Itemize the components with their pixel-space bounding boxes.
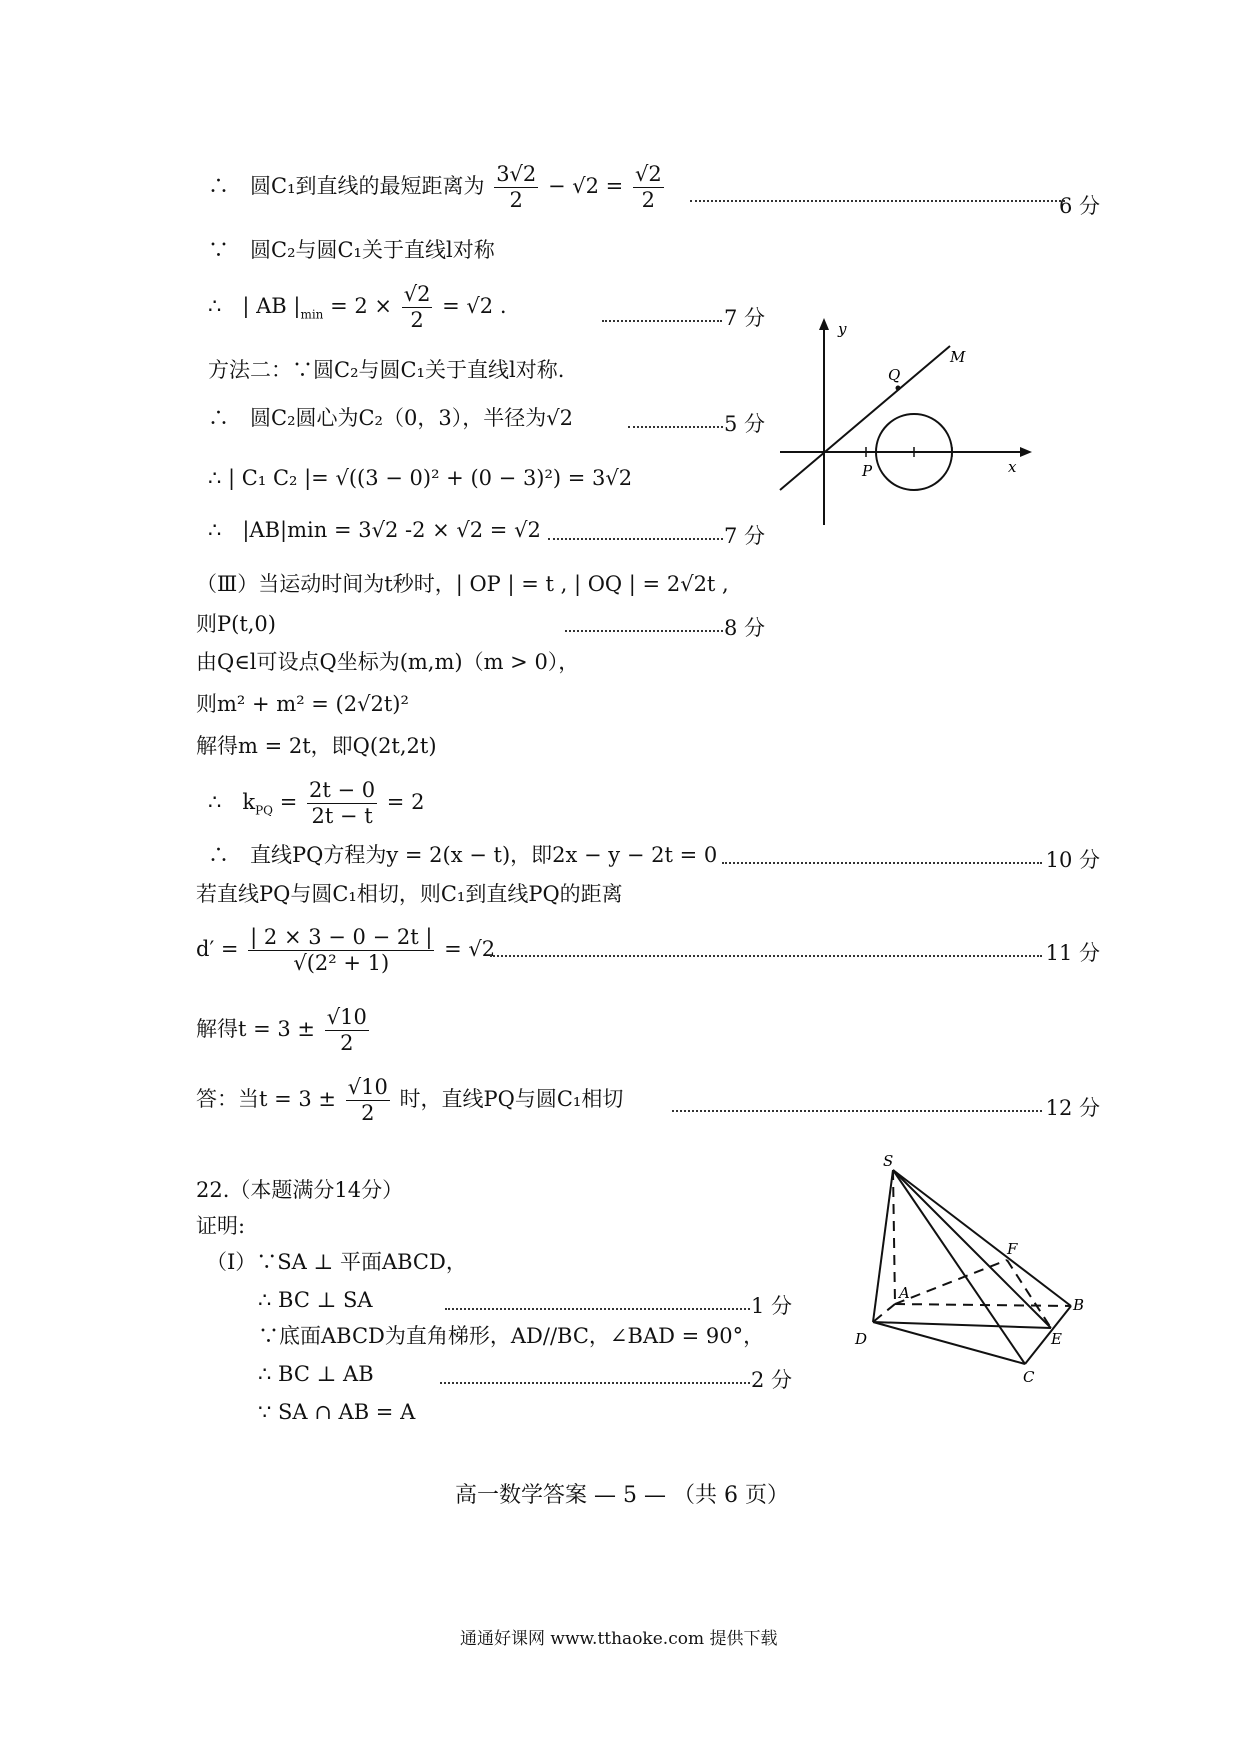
leader-dots: [440, 1382, 750, 1384]
denominator: √(2² + 1): [293, 951, 390, 976]
edge-de: [873, 1322, 1051, 1328]
text: 答：当t = 3 ±: [196, 1087, 337, 1112]
line-trapezoid: ∵底面ABCD为直角梯形，AD//BC，∠BAD = 90°，: [258, 1324, 765, 1348]
page-footer: 高一数学答案 — 5 — （共 6 页）: [455, 1483, 789, 1508]
text: ∴ k: [208, 790, 256, 815]
proof-label: 证明:: [196, 1214, 246, 1238]
score-10: 10 分: [1045, 848, 1100, 872]
question-22-title: 22.（本题满分14分）: [196, 1178, 404, 1202]
line-ab-min: [208, 282, 507, 333]
line-q-coord: 由Q∈l可设点Q坐标为(m,m)（m > 0），: [196, 650, 580, 674]
line-m-solution: 解得m = 2t，即Q(2t,2t): [196, 734, 437, 758]
numerator: 2t − 0: [307, 778, 377, 804]
fraction: [307, 778, 377, 829]
leader-dots: [565, 630, 723, 632]
fraction: [633, 162, 664, 213]
leader-dots: [490, 955, 1042, 957]
score-2: 2 分: [750, 1368, 792, 1392]
edge-sc: [893, 1170, 1025, 1364]
fraction: [248, 925, 434, 976]
label-p: P: [862, 462, 873, 480]
edge-sb: [893, 1170, 1071, 1306]
edge-af: [895, 1260, 1007, 1304]
text: = 2 ×: [330, 294, 393, 319]
numerator: √2: [402, 282, 433, 308]
fraction: [494, 162, 538, 213]
line-part-three: （Ⅲ）当运动时间为t秒时，| OP | = t , | OQ | = 2√2t ,: [196, 572, 729, 596]
line-tangent: 若直线PQ与圆C₁相切，则C₁到直线PQ的距离: [196, 882, 623, 906]
score-11: 11 分: [1045, 941, 1100, 965]
score-7b: 7 分: [723, 524, 765, 548]
line-c1c2: ∴ | C₁ C₂ |= √((3 − 0)² + (0 − 3)²) = 3√2: [208, 466, 633, 490]
label-b: B: [1073, 1296, 1085, 1314]
text: − √2 =: [547, 174, 624, 199]
line-pq-equation: ∴ 直线PQ方程为y = 2(x − t)，即2x − y − 2t = 0: [208, 843, 718, 867]
denominator: 2: [641, 188, 656, 213]
score-7a: 7 分: [723, 306, 765, 330]
y-arrow-icon: [819, 318, 829, 330]
score-6: 6 分: [1058, 194, 1100, 218]
line-distance: [196, 925, 495, 976]
pyramid-figure: [845, 1148, 1085, 1383]
subscript: min: [300, 307, 324, 322]
label-m: M: [950, 348, 966, 366]
denominator: 2: [410, 308, 424, 333]
edge-ad: [873, 1304, 895, 1322]
denominator: 2: [509, 188, 523, 213]
label-s: S: [883, 1152, 894, 1170]
text: 时，直线PQ与圆C₁相切: [399, 1087, 624, 1112]
label-d: D: [855, 1330, 868, 1348]
line-intersection: ∵ SA ∩ AB = A: [258, 1400, 416, 1424]
score-5: 5 分: [723, 412, 765, 436]
line-p-coord: 则P(t,0): [196, 612, 276, 636]
line-symmetry: ∵ 圆C₂与圆C₁关于直线l对称: [208, 238, 495, 262]
line-sa-perp: （Ⅰ）∵SA ⊥ 平面ABCD，: [206, 1250, 467, 1274]
text: =: [279, 790, 298, 815]
edge-cb: [1025, 1306, 1071, 1364]
fraction: [325, 1005, 369, 1056]
fraction: [346, 1075, 390, 1126]
line-bc-perp-sa: ∴ BC ⊥ SA: [258, 1288, 373, 1312]
text: ∴ 圆C₁到直线的最短距离为: [208, 174, 485, 199]
line-answer: [196, 1075, 623, 1126]
edge-ab: [895, 1304, 1071, 1306]
line-t-solution: [196, 1005, 372, 1056]
subscript: PQ: [255, 803, 274, 818]
label-a: A: [899, 1284, 910, 1302]
denominator: 2t − t: [311, 804, 373, 829]
text: ∴ | AB |: [208, 294, 301, 319]
edge-sd: [873, 1170, 893, 1322]
numerator: √10: [346, 1075, 390, 1101]
edge-dc: [873, 1322, 1025, 1364]
label-q: Q: [888, 366, 901, 384]
leader-dots: [722, 862, 1042, 864]
line-bc-perp-ab: ∴ BC ⊥ AB: [258, 1362, 374, 1386]
leader-dots: [548, 538, 723, 540]
score-12: 12 分: [1045, 1096, 1100, 1120]
leader-dots: [445, 1308, 750, 1310]
score-1: 1 分: [750, 1294, 792, 1318]
denominator: 2: [340, 1031, 354, 1056]
numerator: 3√2: [494, 162, 538, 188]
line-method-two: 方法二：∵圆C₂与圆C₁关于直线l对称.: [208, 358, 565, 382]
leader-dots: [602, 320, 722, 322]
edge-sa: [893, 1170, 895, 1304]
leader-dots: [628, 426, 723, 428]
line-min-distance: [208, 162, 667, 213]
numerator: | 2 × 3 − 0 − 2t |: [248, 925, 434, 951]
line-m-equation: 则m² + m² = (2√2t)²: [196, 692, 409, 716]
label-x: x: [1008, 458, 1017, 476]
line-center-c2: ∴ 圆C₂圆心为C₂（0，3），半径为√2: [208, 406, 573, 430]
fraction: [402, 282, 433, 333]
line-slope-pq: [208, 778, 424, 829]
text: = 2: [386, 790, 425, 815]
text: d′ =: [196, 937, 239, 962]
label-e: E: [1051, 1330, 1062, 1348]
numerator: √10: [325, 1005, 369, 1031]
point-q: [896, 386, 901, 391]
leader-dots: [690, 200, 1065, 202]
download-credit: 通通好课网 www.tthaoke.com 提供下载: [460, 1629, 778, 1649]
text: = √2 .: [442, 294, 507, 319]
text: = √2: [444, 937, 496, 962]
label-y: y: [838, 320, 847, 338]
text: 解得t = 3 ±: [196, 1017, 316, 1042]
x-arrow-icon: [1020, 447, 1032, 457]
denominator: 2: [361, 1101, 375, 1126]
numerator: √2: [633, 162, 664, 188]
label-c: C: [1023, 1368, 1035, 1383]
score-8: 8 分: [723, 616, 765, 640]
edge-fe: [1007, 1260, 1051, 1328]
leader-dots: [672, 1110, 1042, 1112]
label-f: F: [1007, 1240, 1018, 1258]
coordinate-figure: [770, 310, 1040, 530]
line-ab-min-2: ∴ |AB|min = 3√2 -2 × √2 = √2: [208, 518, 541, 542]
